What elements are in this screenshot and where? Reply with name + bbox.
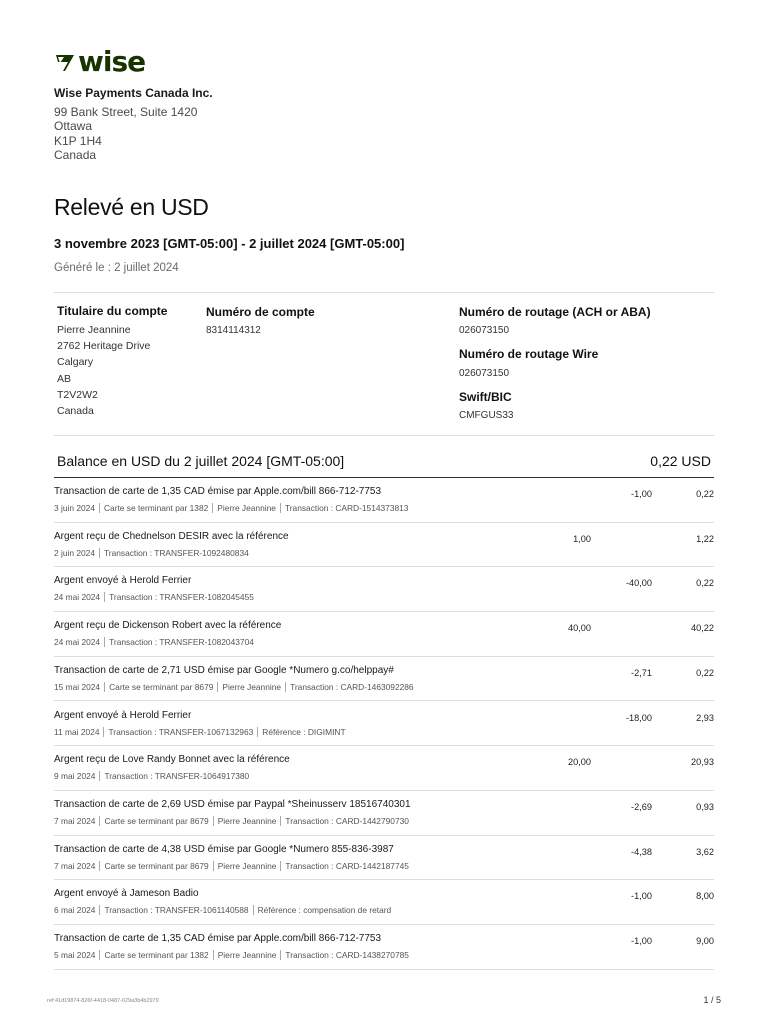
transaction-detail: Transaction : TRANSFER-1082043704 xyxy=(104,637,258,647)
divider xyxy=(54,292,714,293)
amount-out: -2,71 xyxy=(631,667,652,678)
running-balance: 20,93 xyxy=(691,757,714,768)
running-balance: 0,93 xyxy=(696,801,714,812)
swift-code: CMFGUS33 xyxy=(459,410,514,421)
wise-flag-icon xyxy=(54,51,76,73)
amount-out: -1,00 xyxy=(631,936,652,946)
running-balance: 3,62 xyxy=(696,846,714,857)
transaction-meta xyxy=(54,592,258,602)
transaction-description: Argent reçu de Dickenson Robert avec la référence xyxy=(54,620,282,632)
address-line: 99 Bank Street, Suite 1420 xyxy=(54,104,198,119)
amount-out: -4,38 xyxy=(631,846,652,857)
transaction-detail: Transaction : CARD-1438270785 xyxy=(280,950,413,960)
transaction-row xyxy=(54,746,714,791)
holder-line: 2762 Heritage Drive xyxy=(57,340,151,353)
transaction-date: 11 mai 2024 xyxy=(54,726,100,737)
transaction-meta xyxy=(54,727,350,737)
transaction-detail: Carte se terminant par 1382 xyxy=(99,950,212,960)
amount-in: 40,00 xyxy=(568,623,591,634)
transaction-detail: Carte se terminant par 8679 xyxy=(99,861,212,871)
transaction-row xyxy=(54,567,714,612)
transaction-detail: Transaction : TRANSFER-1061140588 xyxy=(99,905,252,915)
amount-out: -2,69 xyxy=(631,801,652,812)
wise-logo xyxy=(54,45,146,78)
transaction-date: 7 mai 2024 xyxy=(54,860,96,871)
transaction-row xyxy=(54,657,714,702)
transaction-meta xyxy=(54,861,413,871)
holder-line: T2V2W2 xyxy=(57,388,98,401)
transaction-detail: Pierre Jeannine xyxy=(213,950,281,960)
running-balance: 40,22 xyxy=(691,623,714,634)
transaction-row xyxy=(54,478,714,523)
transaction-detail: Référence : compensation de retard xyxy=(253,905,396,915)
amount-in: 1,00 xyxy=(573,533,591,544)
holder-line: Pierre Jeannine xyxy=(57,324,131,336)
transaction-detail: Transaction : CARD-1514373813 xyxy=(280,503,413,513)
transaction-date: 2 juin 2024 xyxy=(54,547,95,558)
transaction-row xyxy=(54,523,714,568)
document-reference: ref:41d19874-826f-4418-0487-029a3b4b2979 xyxy=(47,998,159,1004)
transaction-meta xyxy=(54,682,418,692)
transaction-row xyxy=(54,612,714,657)
transaction-detail: Carte se terminant par 8679 xyxy=(99,816,212,826)
transaction-row xyxy=(54,702,714,747)
transaction-detail: Pierre Jeannine xyxy=(213,816,281,826)
transaction-detail: Carte se terminant par 8679 xyxy=(104,682,217,692)
address-line: Canada xyxy=(54,148,97,163)
swift-label: Swift/BIC xyxy=(459,390,512,404)
transaction-description: Argent envoyé à Herold Ferrier xyxy=(54,575,192,587)
transaction-description: Transaction de carte de 2,71 USD émise par Google *Numero g.co/helppay# xyxy=(54,664,394,676)
transaction-date: 6 mai 2024 xyxy=(54,905,96,916)
transaction-date: 24 mai 2024 xyxy=(54,592,101,603)
statement-period: 3 novembre 2023 [GMT-05:00] - 2 juillet 2024 [GMT-05:00] xyxy=(54,236,405,251)
transaction-detail: Pierre Jeannine xyxy=(217,682,285,692)
generated-date: Généré le : 2 juillet 2024 xyxy=(54,262,179,274)
running-balance: 0,22 xyxy=(696,578,714,589)
transaction-description: Argent reçu de Love Randy Bonnet avec la référence xyxy=(54,754,290,766)
transaction-detail: Transaction : CARD-1463092286 xyxy=(285,682,418,692)
transaction-meta xyxy=(54,548,253,558)
transaction-description: Argent envoyé à Herold Ferrier xyxy=(54,709,192,721)
divider xyxy=(54,435,714,436)
amount-out: -18,00 xyxy=(625,712,652,723)
running-balance: 1,22 xyxy=(696,533,714,544)
transaction-date: 15 mai 2024 xyxy=(54,681,101,692)
running-balance: 0,22 xyxy=(696,667,714,678)
transaction-row xyxy=(54,925,714,970)
transaction-description: Transaction de carte de 4,38 USD émise par Google *Numero 855-836-3987 xyxy=(54,843,394,855)
transaction-detail: Carte se terminant par 1382 xyxy=(99,503,212,513)
balance-amount: 0,22 USD xyxy=(650,453,711,469)
transaction-meta xyxy=(54,771,253,781)
transaction-detail: Transaction : CARD-1442187745 xyxy=(280,861,413,871)
holder-line: Calgary xyxy=(57,356,94,369)
transaction-description: Transaction de carte de 2,69 USD émise par Paypal *Sheinusserv 18516740301 xyxy=(54,798,411,810)
wire-routing-number: 026073150 xyxy=(459,368,510,379)
holder-address xyxy=(57,322,150,419)
logo-wordmark: wise xyxy=(78,45,146,78)
transaction-meta xyxy=(54,503,412,513)
transaction-description: Argent envoyé à Jameson Badio xyxy=(54,888,199,900)
address-line: Ottawa xyxy=(54,119,93,134)
balance-title: Balance en USD du 2 juillet 2024 [GMT-05:00] xyxy=(57,453,345,469)
transaction-meta xyxy=(54,950,413,960)
amount-out: -1,00 xyxy=(631,489,652,499)
transaction-date: 3 juin 2024 xyxy=(54,503,95,513)
transaction-meta xyxy=(54,637,258,647)
holder-label: Titulaire du compte xyxy=(57,304,168,318)
amount-out: -1,00 xyxy=(631,891,652,902)
transaction-date: 7 mai 2024 xyxy=(54,815,96,826)
transaction-detail: Référence : DIGIMINT xyxy=(257,727,349,737)
transaction-detail: Transaction : TRANSFER-1092480834 xyxy=(99,548,253,558)
transaction-description: Argent reçu de Chednelson DESIR avec la référence xyxy=(54,530,289,542)
amount-out: -40,00 xyxy=(625,578,652,589)
transaction-date: 9 mai 2024 xyxy=(54,771,96,782)
transaction-meta xyxy=(54,905,395,915)
statement-title: Relevé en USD xyxy=(54,194,209,220)
account-number: 8314114312 xyxy=(206,325,261,336)
transaction-description: Transaction de carte de 1,35 CAD émise par Apple.com/bill 866-712-7753 xyxy=(54,486,382,497)
transaction-detail: Transaction : TRANSFER-1064917380 xyxy=(99,771,253,781)
amount-in: 20,00 xyxy=(568,757,591,768)
company-address xyxy=(54,86,213,163)
routing-label: Numéro de routage (ACH or ABA) xyxy=(459,305,651,319)
transaction-detail: Pierre Jeannine xyxy=(212,503,280,513)
transaction-detail: Pierre Jeannine xyxy=(213,861,281,871)
holder-line: Canada xyxy=(57,405,94,418)
running-balance: 2,93 xyxy=(696,712,714,723)
transaction-detail: Transaction : CARD-1442790730 xyxy=(280,816,413,826)
transaction-detail: Transaction : TRANSFER-1082045455 xyxy=(104,592,258,602)
transaction-date: 5 mai 2024 xyxy=(54,950,96,960)
transaction-date: 24 mai 2024 xyxy=(54,637,101,648)
transaction-meta xyxy=(54,816,413,826)
transaction-row xyxy=(54,836,714,881)
running-balance: 8,00 xyxy=(696,891,714,902)
account-number-label: Numéro de compte xyxy=(206,305,315,319)
transaction-detail: Transaction : TRANSFER-1067132963 xyxy=(103,727,257,737)
transaction-description: Transaction de carte de 1,35 CAD émise par Apple.com/bill 866-712-7753 xyxy=(54,933,382,944)
holder-line: AB xyxy=(57,372,72,385)
running-balance: 0,22 xyxy=(696,489,714,499)
routing-number: 026073150 xyxy=(459,325,510,336)
running-balance: 9,00 xyxy=(696,936,714,946)
transaction-row xyxy=(54,791,714,836)
wire-routing-label: Numéro de routage Wire xyxy=(459,347,599,361)
transaction-row xyxy=(54,880,714,925)
company-name: Wise Payments Canada Inc. xyxy=(54,86,213,100)
page-number: 1 / 5 xyxy=(703,995,721,1005)
address-line: K1P 1H4 xyxy=(54,133,102,148)
